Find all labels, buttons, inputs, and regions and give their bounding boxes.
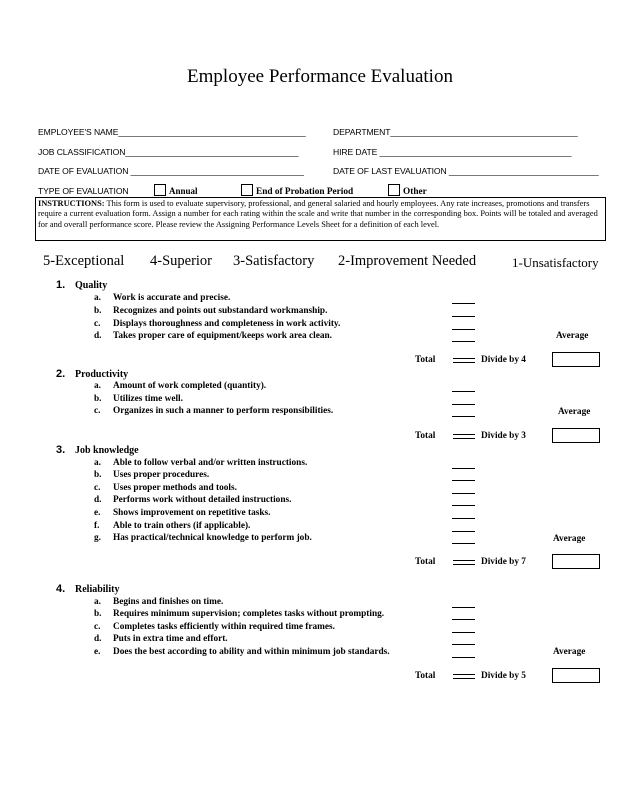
equals-icon [453,674,475,679]
rating-blank[interactable] [452,657,475,658]
rating-blank[interactable] [452,391,475,392]
department-field[interactable]: DEPARTMENT________________________________________ [333,127,578,137]
divide-label: Divide by 4 [481,355,526,365]
scale-4: 4-Superior [150,253,213,269]
equals-icon [453,434,475,439]
score-box[interactable] [552,668,600,683]
item-label: b. [94,394,102,404]
score-box[interactable] [552,428,600,443]
section-number: 4. [56,583,66,595]
section-number: 2. [56,368,66,380]
item-text: Completes tasks efficiently within required time frames. [113,622,335,632]
item-label: a. [94,293,101,303]
divide-label: Divide by 5 [481,671,526,681]
scale-1: 1-Unsatisfactory [512,255,599,270]
checkbox-icon[interactable] [154,184,166,196]
rating-blank[interactable] [452,607,475,608]
item-text: Has practical/technical knowledge to perform job. [113,533,312,543]
item-label: a. [94,458,101,468]
item-text: Performs work without detailed instructions. [113,495,292,505]
item-label: a. [94,597,101,607]
job-classification-field[interactable]: JOB CLASSIFICATION_____________________________________ [38,147,299,157]
item-text: Able to train others (if applicable). [113,521,251,531]
average-label: Average [558,407,591,417]
hire-date-field[interactable]: HIRE DATE _________________________________________ [333,147,572,157]
rating-blank[interactable] [452,316,475,317]
type-annual-option[interactable] [150,184,198,196]
item-text: Requires minimum supervision; completes tasks without prompting. [113,609,385,619]
item-label: d. [94,331,102,341]
rating-blank[interactable] [452,632,475,633]
item-text: Organizes in such a manner to perform responsibilities. [113,406,334,416]
item-text: Amount of work completed (quantity). [113,381,267,391]
type-probation-label: End of Probation Period [256,187,354,197]
item-text: Puts in extra time and effort. [113,634,228,644]
average-label: Average [553,647,586,657]
section-title: Job knowledge [75,445,139,456]
instructions-label: INSTRUCTIONS: [38,199,105,208]
section-number: 3. [56,444,66,456]
page-title: Employee Performance Evaluation [187,66,453,87]
section-title: Quality [75,280,108,291]
rating-blank[interactable] [452,493,475,494]
rating-blank[interactable] [452,480,475,481]
item-label: b. [94,609,102,619]
type-annual-label: Annual [169,186,198,196]
item-label: b. [94,470,102,480]
rating-blank[interactable] [452,518,475,519]
date-of-evaluation-field[interactable]: DATE OF EVALUATION _____________________________________ [38,166,304,176]
rating-blank[interactable] [452,341,475,342]
item-text: Uses proper methods and tools. [113,483,237,493]
divide-label: Divide by 3 [481,431,526,441]
equals-icon [453,358,475,363]
rating-blank[interactable] [452,416,475,417]
average-label: Average [553,534,586,544]
item-label: c. [94,483,101,493]
equals-icon [453,560,475,565]
type-other-label: Other [403,187,427,197]
total-label: Total [415,431,436,441]
rating-blank[interactable] [452,644,475,645]
rating-blank[interactable] [452,303,475,304]
item-label: g. [94,533,101,543]
checkbox-icon[interactable] [241,184,253,196]
item-text: Shows improvement on repetitive tasks. [113,508,271,518]
divide-label: Divide by 7 [481,557,526,567]
item-text: Recognizes and points out substandard workmanship. [113,306,328,316]
employee-name-field[interactable]: EMPLOYEE'S NAME________________________________________ [38,127,306,137]
item-label: b. [94,306,102,316]
item-text: Uses proper procedures. [113,470,210,480]
section-title: Productivity [75,369,129,380]
item-label: c. [94,406,101,416]
item-text: Takes proper care of equipment/keeps work area clean. [113,331,332,341]
rating-blank[interactable] [452,329,475,330]
rating-blank[interactable] [452,505,475,506]
item-label: e. [94,508,101,518]
instructions-box [35,197,606,241]
rating-blank[interactable] [452,404,475,405]
scale-3: 3-Satisfactory [233,253,315,269]
item-text: Begins and finishes on time. [113,597,224,607]
instructions-text: This form is used to evaluate supervisory, professional, and general salaried and hourly employees. Any rate increases, promotions and transfers require a current evaluation form. Assign a number for each rating within the scale and write that number in the corresponding box. Points will be totaled and averaged for and overall performance score. Please review the Assigning Performance Levels Sheet for a definition of each level. [38,199,598,229]
item-label: f. [94,521,100,531]
item-text: Does the best according to ability and within minimum job standards. [113,647,390,657]
score-box[interactable] [552,554,600,569]
item-label: c. [94,319,101,329]
rating-blank[interactable] [452,543,475,544]
total-label: Total [415,355,436,365]
type-of-evaluation-label: TYPE OF EVALUATION [38,186,129,196]
item-label: e. [94,647,101,657]
item-text: Displays thoroughness and completeness in work activity. [113,319,341,329]
average-label: Average [556,331,589,341]
scale-2: 2-Improvement Needed [338,253,477,269]
section-number: 1. [56,279,66,291]
item-text: Utilizes time well. [113,394,183,404]
type-probation-option[interactable] [237,184,353,197]
checkbox-icon[interactable] [388,184,400,196]
item-text: Work is accurate and precise. [113,293,231,303]
total-label: Total [415,557,436,567]
type-other-option[interactable] [384,184,427,197]
item-text: Able to follow verbal and/or written instructions. [113,458,308,468]
score-box[interactable] [552,352,600,367]
section-title: Reliability [75,584,120,595]
item-label: a. [94,381,101,391]
rating-blank[interactable] [452,619,475,620]
item-label: d. [94,495,102,505]
item-label: d. [94,634,102,644]
rating-blank[interactable] [452,531,475,532]
item-label: c. [94,622,101,632]
date-of-last-evaluation-field[interactable]: DATE OF LAST EVALUATION ________________________________ [333,166,599,176]
rating-blank[interactable] [452,468,475,469]
total-label: Total [415,671,436,681]
scale-5: 5-Exceptional [43,253,125,269]
